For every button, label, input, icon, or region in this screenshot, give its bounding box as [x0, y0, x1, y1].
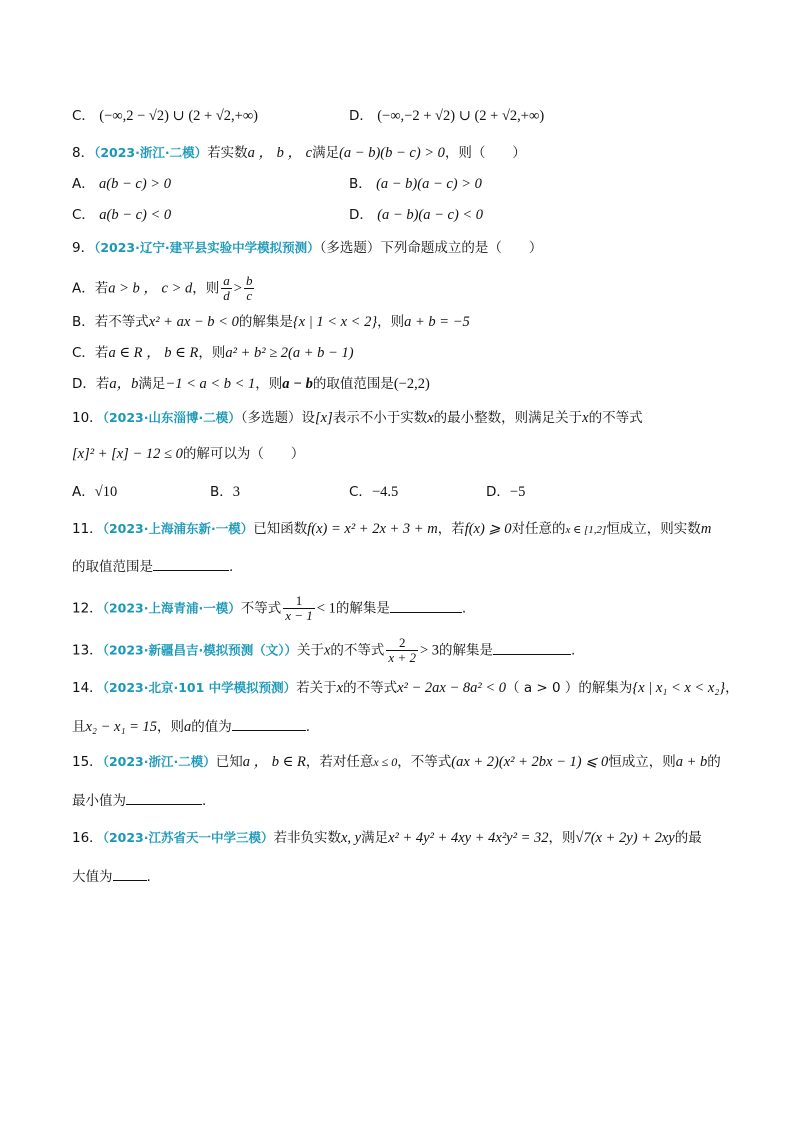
- q8-option-a: [72, 174, 171, 194]
- q9-option-c: [72, 343, 354, 363]
- q12-frac-num: 1: [295, 593, 303, 608]
- q10-text-5: 的解可以为（ ）: [182, 446, 305, 462]
- q8-condition: (a − b)(b − c) > 0: [339, 145, 445, 161]
- q13-text-2: 的不等式: [330, 642, 385, 659]
- q10-option-a-label: A．: [72, 484, 95, 500]
- q16-source: （2023·江苏省天一中学三模）: [102, 830, 274, 845]
- q15-stem: [72, 752, 721, 772]
- q10-source: （2023·山东淄博·二模）: [102, 410, 241, 425]
- q10-option-c-label: C．: [349, 484, 372, 500]
- q10-number: 10．: [72, 410, 103, 426]
- q11-m: m: [700, 521, 712, 537]
- q14-text-4: ，: [725, 680, 739, 696]
- q15-number: 15．: [72, 754, 103, 770]
- q9-option-d-expr: a − b: [282, 376, 313, 392]
- q9-number: 9．: [72, 240, 95, 256]
- q10-option-c-math: −4.5: [371, 484, 399, 500]
- answer-blank[interactable]: [153, 556, 229, 571]
- q8-number: 8．: [72, 145, 95, 161]
- q11-stem: [72, 519, 711, 540]
- q9-frac2-num: b: [245, 273, 253, 288]
- q10-text-2: 表示不小于实数: [332, 410, 428, 426]
- q9-option-b: [72, 312, 470, 332]
- q9-option-d-ab: a，b: [109, 376, 139, 392]
- q14-x: x: [336, 680, 344, 696]
- q7-option-c: [72, 106, 258, 126]
- q11-end: .: [229, 559, 234, 575]
- q9-option-d: [72, 374, 430, 394]
- q14-end: .: [305, 719, 311, 735]
- q12-frac-den: x − 1: [285, 608, 313, 623]
- q13-source: （2023·新疆昌吉·模拟预测（文））: [102, 642, 297, 658]
- q9-option-d-label: D．若: [72, 376, 110, 392]
- q9-option-d-range: (−2,2): [393, 376, 430, 392]
- q11-domain: x ∈ [1,2]: [565, 524, 607, 536]
- q7-option-d: [349, 106, 544, 126]
- q16-end: .: [146, 869, 151, 885]
- q8-stem: [72, 143, 526, 163]
- q9-source: （2023·辽宁·建平县实验中学模拟预测）: [94, 240, 320, 255]
- q11-text-3: 对任意的: [511, 521, 566, 537]
- q14-text-3: 的解集为: [578, 680, 633, 696]
- q14-text-7: 的值为: [191, 719, 232, 735]
- q10-x-2: x: [582, 410, 589, 426]
- q10-x: x: [427, 410, 434, 426]
- q14-text-1: 若关于: [296, 680, 337, 696]
- q14-set: {x | x₁ < x < x₂}: [632, 680, 726, 696]
- q10-option-d: [486, 482, 525, 502]
- q10-option-b-label: B．: [210, 484, 233, 500]
- q8-option-d-label: D．: [349, 207, 373, 223]
- q8-option-a-math: a(b − c) > 0: [99, 176, 171, 192]
- q15-stem-line2: [72, 790, 206, 811]
- q9-option-a-cond: a > b ， c > d: [108, 280, 193, 297]
- q10-option-d-math: −5: [509, 484, 526, 500]
- q11-function: f(x) = x² + 2x + 3 + m: [307, 521, 438, 537]
- q9-option-c-cond: a ∈ R ， b ∈ R: [108, 345, 199, 361]
- answer-blank[interactable]: [493, 640, 571, 655]
- q11-text-4: 恒成立，则实数: [606, 521, 701, 537]
- answer-blank[interactable]: [390, 598, 462, 613]
- q7-option-d-label: D．: [349, 108, 373, 124]
- q11-text-1: 已知函数: [253, 521, 308, 537]
- q11-text-2: ，若: [437, 521, 465, 537]
- answer-blank[interactable]: [232, 716, 306, 731]
- q15-text-2: ，若对任意: [305, 754, 374, 770]
- q8-text-3: ，则（ ）: [444, 145, 526, 161]
- q13-frac-num: 2: [398, 635, 406, 650]
- q14-inequality: x² − 2ax − 8a² < 0: [397, 680, 507, 696]
- q16-text-1: 若非负实数: [273, 830, 341, 846]
- q10-option-b: [210, 482, 240, 502]
- q9-frac1-num: a: [223, 273, 230, 288]
- q10-text-3: 的最小整数，则满足关于: [433, 410, 583, 426]
- q11-stem-line2: [72, 556, 233, 577]
- q14-stem-line2: [72, 716, 310, 737]
- q9-frac1-den: d: [223, 288, 230, 303]
- q11-text-5: 的取值范围是: [72, 559, 153, 575]
- q13-frac-den: x + 2: [388, 650, 416, 665]
- q16-number: 16．: [72, 830, 103, 846]
- q8-option-c: [72, 205, 171, 225]
- q9-option-d-mid2: 的取值范围是: [312, 376, 394, 392]
- q12-number: 12．: [72, 600, 103, 617]
- q12-stem: [72, 594, 466, 623]
- q9-option-a-frac2: [244, 274, 255, 303]
- q14-condition: （ a > 0 ）: [506, 680, 579, 696]
- q9-option-b-result: a + b = −5: [404, 314, 470, 330]
- q14-source: （2023·北京·101 中学模拟预测）: [102, 680, 297, 695]
- q8-text-2: 满足: [312, 145, 340, 161]
- q9-option-a: [72, 274, 256, 303]
- q9-option-b-then: ，则: [377, 314, 405, 330]
- q8-text-1: 若实数: [207, 145, 248, 161]
- q15-text-4: 恒成立，则: [608, 754, 676, 770]
- q9-stem: [72, 238, 542, 258]
- q16-text-2: 满足: [361, 830, 389, 846]
- q9-option-b-ineq: x² + ax − b < 0: [148, 314, 239, 330]
- q11-condition: f(x) ⩾ 0: [464, 521, 512, 537]
- q15-end: .: [202, 793, 207, 809]
- q9-option-c-label: C．若: [72, 345, 109, 361]
- q10-text-1: （多选题）设: [240, 410, 315, 426]
- q9-frac2-den: c: [244, 288, 255, 303]
- q12-fraction: [283, 594, 315, 623]
- q12-source: （2023·上海青浦·一模）: [102, 600, 241, 616]
- q9-option-a-label: A．若: [72, 280, 109, 297]
- q16-vars: x, y: [340, 830, 362, 846]
- q10-stem: [72, 408, 643, 428]
- q14-text-2: 的不等式: [343, 680, 398, 696]
- q8-option-d-math: (a − b)(a − c) < 0: [377, 207, 484, 223]
- q16-stem: [72, 828, 702, 848]
- q14-a: a: [184, 719, 192, 735]
- q14-difference: x₂ − x₁ = 15: [85, 719, 158, 735]
- q7-option-d-math: (−∞,−2 + √2) ∪ (2 + √2,+∞): [377, 108, 545, 124]
- q9-option-d-then: ，则: [255, 376, 283, 392]
- q9-option-a-frac1: [221, 274, 232, 303]
- q13-number: 13．: [72, 642, 103, 659]
- q8-source: （2023·浙江·二模）: [94, 145, 208, 160]
- q10-inequality: [x]² + [x] − 12 ≤ 0: [72, 446, 183, 462]
- q8-option-c-label: C．: [72, 207, 95, 223]
- q15-inequality: (ax + 2)(x² + 2bx − 1) ⩽ 0: [451, 754, 609, 770]
- q8-option-b-label: B．: [349, 176, 372, 192]
- q11-source: （2023·上海浦东新·一模）: [102, 521, 254, 536]
- q15-text-3: ，不等式: [397, 754, 452, 770]
- answer-blank[interactable]: [126, 790, 202, 805]
- q8-option-b: [349, 174, 482, 194]
- q10-symbol: [x]: [314, 410, 333, 426]
- q15-text-1: 已知: [215, 754, 243, 770]
- q8-vars: a ， b ， c: [247, 145, 313, 161]
- q16-stem-line2: [72, 866, 151, 887]
- q10-option-d-label: D．: [486, 484, 510, 500]
- q12-text-1: 不等式: [240, 600, 282, 617]
- q9-option-b-set: {x | 1 < x < 2}: [292, 314, 378, 330]
- q8-option-d: [349, 205, 483, 225]
- q12-text-2: 的解集是: [335, 600, 390, 617]
- q9-option-d-mid: 满足: [138, 376, 166, 392]
- q16-equation: x² + 4y² + 4xy + 4x²y² = 32: [388, 830, 549, 846]
- q9-option-b-mid: 的解集是: [238, 314, 293, 330]
- q7-option-c-math: (−∞,2 − √2) ∪ (2 + √2,+∞): [99, 108, 258, 124]
- q9-option-a-gt: >: [233, 280, 242, 297]
- q16-expr: √7(x + 2y) + 2xy: [575, 830, 675, 846]
- q15-expr: a + b: [675, 754, 708, 770]
- q9-option-c-result: a² + b² ≥ 2(a + b − 1): [225, 345, 354, 361]
- q9-option-a-then: ，则: [192, 280, 220, 297]
- q15-vars: a ， b ∈ R: [242, 754, 306, 770]
- q8-option-c-math: a(b − c) < 0: [99, 207, 172, 223]
- q8-option-a-label: A．: [72, 176, 95, 192]
- q15-source: （2023·浙江·二模）: [102, 754, 216, 769]
- q13-fraction: [386, 636, 418, 665]
- answer-blank[interactable]: [113, 866, 147, 881]
- q14-text-5: 且: [72, 719, 86, 735]
- q14-text-6: ，则: [157, 719, 185, 735]
- q12-end: .: [461, 600, 467, 617]
- q10-option-b-math: 3: [232, 484, 241, 500]
- q10-option-a: [72, 482, 117, 502]
- q10-option-a-math: √10: [94, 484, 118, 500]
- q13-stem: [72, 636, 575, 665]
- q14-stem: [72, 678, 739, 698]
- q13-x: x: [323, 642, 331, 659]
- q10-text-4: 的不等式: [588, 410, 643, 426]
- q16-text-4: 的最: [674, 830, 702, 846]
- q10-option-c: [349, 482, 398, 502]
- q13-text-1: 关于: [296, 642, 324, 659]
- q13-rhs: > 3: [419, 642, 440, 659]
- q13-end: .: [571, 642, 576, 659]
- q12-rhs: < 1: [316, 600, 336, 617]
- q16-text-5: 大值为: [72, 869, 113, 885]
- q9-text: （多选题）下列命题成立的是（ ）: [319, 240, 543, 256]
- q16-text-3: ，则: [548, 830, 576, 846]
- q9-option-c-then: ，则: [198, 345, 226, 361]
- q14-number: 14．: [72, 680, 103, 696]
- q9-option-d-cond: −1 < a < b < 1: [165, 376, 256, 392]
- q11-number: 11．: [72, 521, 103, 537]
- q15-text-6: 最小值为: [72, 793, 126, 809]
- q10-stem-line2: [72, 444, 304, 464]
- q8-option-b-math: (a − b)(a − c) > 0: [376, 176, 482, 192]
- q13-text-3: 的解集是: [439, 642, 494, 659]
- q15-condition: x ≤ 0: [373, 755, 398, 769]
- q9-option-b-label: B．若不等式: [72, 314, 149, 330]
- q15-text-5: 的: [707, 754, 721, 770]
- q7-option-c-label: C．: [72, 108, 95, 124]
